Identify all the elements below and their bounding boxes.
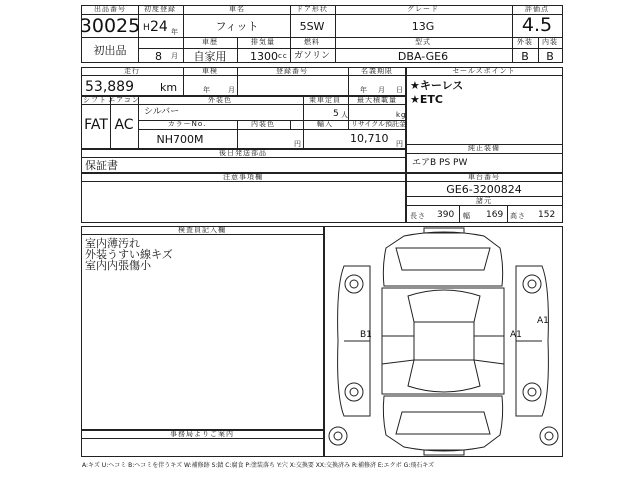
office-label: 事務局よりご案内: [170, 430, 234, 438]
color-no: NH700M: [156, 133, 204, 146]
capacity: 5: [333, 109, 339, 119]
kg-unit: kg: [396, 111, 407, 119]
model-label: 型式: [415, 38, 431, 46]
inspection-label: 車検: [202, 67, 218, 75]
person-unit: 人: [341, 111, 349, 119]
nc-year-unit: 年: [360, 86, 368, 94]
recycle-label: リサイクル預託金: [351, 120, 407, 128]
damage-mark-b1: B1: [360, 330, 372, 340]
aircon: AC: [114, 117, 134, 133]
nc-day-unit: 日: [396, 86, 404, 94]
score: 4.5: [521, 14, 553, 36]
int-color-label: 内装色: [251, 120, 275, 128]
mileage-label: 走行: [124, 67, 140, 75]
damage-mark-a1-side: A1: [537, 316, 549, 326]
yen-unit: 円: [396, 140, 404, 148]
ext-color: シルバー: [144, 107, 180, 117]
import-label: 輸入: [317, 120, 333, 128]
yen-unit-row3: 円: [294, 140, 302, 148]
ext-color-label: 外装色: [208, 96, 232, 104]
exterior-grade: B: [521, 50, 529, 63]
shift-label: シフト: [83, 96, 107, 104]
mileage: 53,889: [85, 79, 134, 95]
first-reg-year: 24: [150, 19, 168, 35]
first-reg-label: 初度登録: [144, 5, 176, 13]
equipment-label: 純正装備: [468, 144, 500, 152]
color-no-label: カラーNo.: [167, 120, 207, 128]
recycle: 10,710: [350, 132, 389, 145]
inspector-note-2: 外装うすい線キズ: [85, 248, 173, 261]
nc-month-unit: 月: [378, 86, 386, 94]
dims-label: 諸元: [476, 197, 492, 205]
insp-year-unit: 年: [203, 86, 211, 94]
score-label: 評価点: [525, 5, 549, 13]
grade: 13G: [411, 20, 435, 33]
height: 152: [538, 210, 556, 220]
first-reg-month: 8: [155, 50, 162, 63]
reg-no-label: 登録番号: [276, 67, 308, 75]
usage-label: 車歴: [202, 38, 218, 46]
displacement-label: 排気量: [251, 38, 275, 46]
month-unit: 月: [171, 52, 179, 60]
car-name: フィット: [215, 20, 259, 33]
later-parts: 保証書: [85, 159, 118, 172]
door-shape-label: ドア形状: [296, 5, 328, 13]
interior-label: 内装: [542, 38, 558, 46]
width: 169: [486, 210, 504, 220]
chassis-no: GE6-3200824: [446, 183, 522, 196]
lot-no: 30025: [79, 15, 141, 37]
max-load-label: 最大積載量: [357, 96, 397, 104]
fuel: ガソリン: [293, 51, 331, 61]
len-label: 長さ: [410, 212, 426, 220]
lot-no-label: 出品番号: [94, 5, 126, 13]
shuppin-label: 初出品: [93, 44, 127, 57]
damage-mark-a1-door: A1: [510, 330, 522, 340]
door-shape: 5SW: [299, 20, 325, 33]
footer-legend: A:キズ U:ヘコミ B:ヘコミを伴うキズ W:補修跡 S:錆 C:腐食 P:塗装落ち Y:穴 X:交換要 XX:交換済み R:補修済 E:エクボ G:飛石キズ: [82, 462, 435, 469]
car-diagram: [324, 226, 563, 457]
shift: FAT: [84, 117, 108, 133]
usage: 自家用: [193, 50, 227, 63]
fuel-label: 燃料: [304, 38, 320, 46]
later-parts-label: 後日発送部品: [219, 149, 267, 157]
interior-grade: B: [546, 50, 554, 63]
width-label: 幅: [463, 212, 471, 220]
inspector-note-3: 室内内張傷小: [85, 259, 151, 272]
aircon-label: エアコン: [108, 96, 140, 104]
sales-point-1: ★キーレス: [410, 79, 464, 92]
exterior-label: 外装: [517, 38, 533, 46]
len: 390: [437, 210, 455, 220]
grade-label: グレード: [407, 5, 439, 13]
notes-label: 注意事項欄: [223, 173, 263, 181]
model: DBA-GE6: [397, 50, 449, 63]
year-unit: 年: [171, 28, 179, 36]
km-unit: km: [160, 81, 178, 94]
cc-unit: cc: [278, 52, 288, 60]
car-name-label: 車名: [229, 5, 245, 13]
inspector-note-1: 室内薄汚れ: [85, 237, 140, 250]
inspector-label: 検査員記入欄: [178, 226, 226, 234]
insp-month-unit: 月: [228, 86, 236, 94]
displacement: 1300: [250, 50, 278, 63]
name-change-label: 名義期限: [361, 67, 393, 75]
sales-point-label: セールスポイント: [452, 67, 516, 75]
first-reg-era: H: [143, 23, 150, 33]
chassis-no-label: 車台番号: [468, 173, 500, 181]
sales-point-2: ★ETC: [410, 93, 443, 106]
capacity-label: 乗車定員: [309, 96, 341, 104]
equipment: エアB PS PW: [412, 158, 468, 168]
height-label: 高さ: [510, 212, 526, 220]
